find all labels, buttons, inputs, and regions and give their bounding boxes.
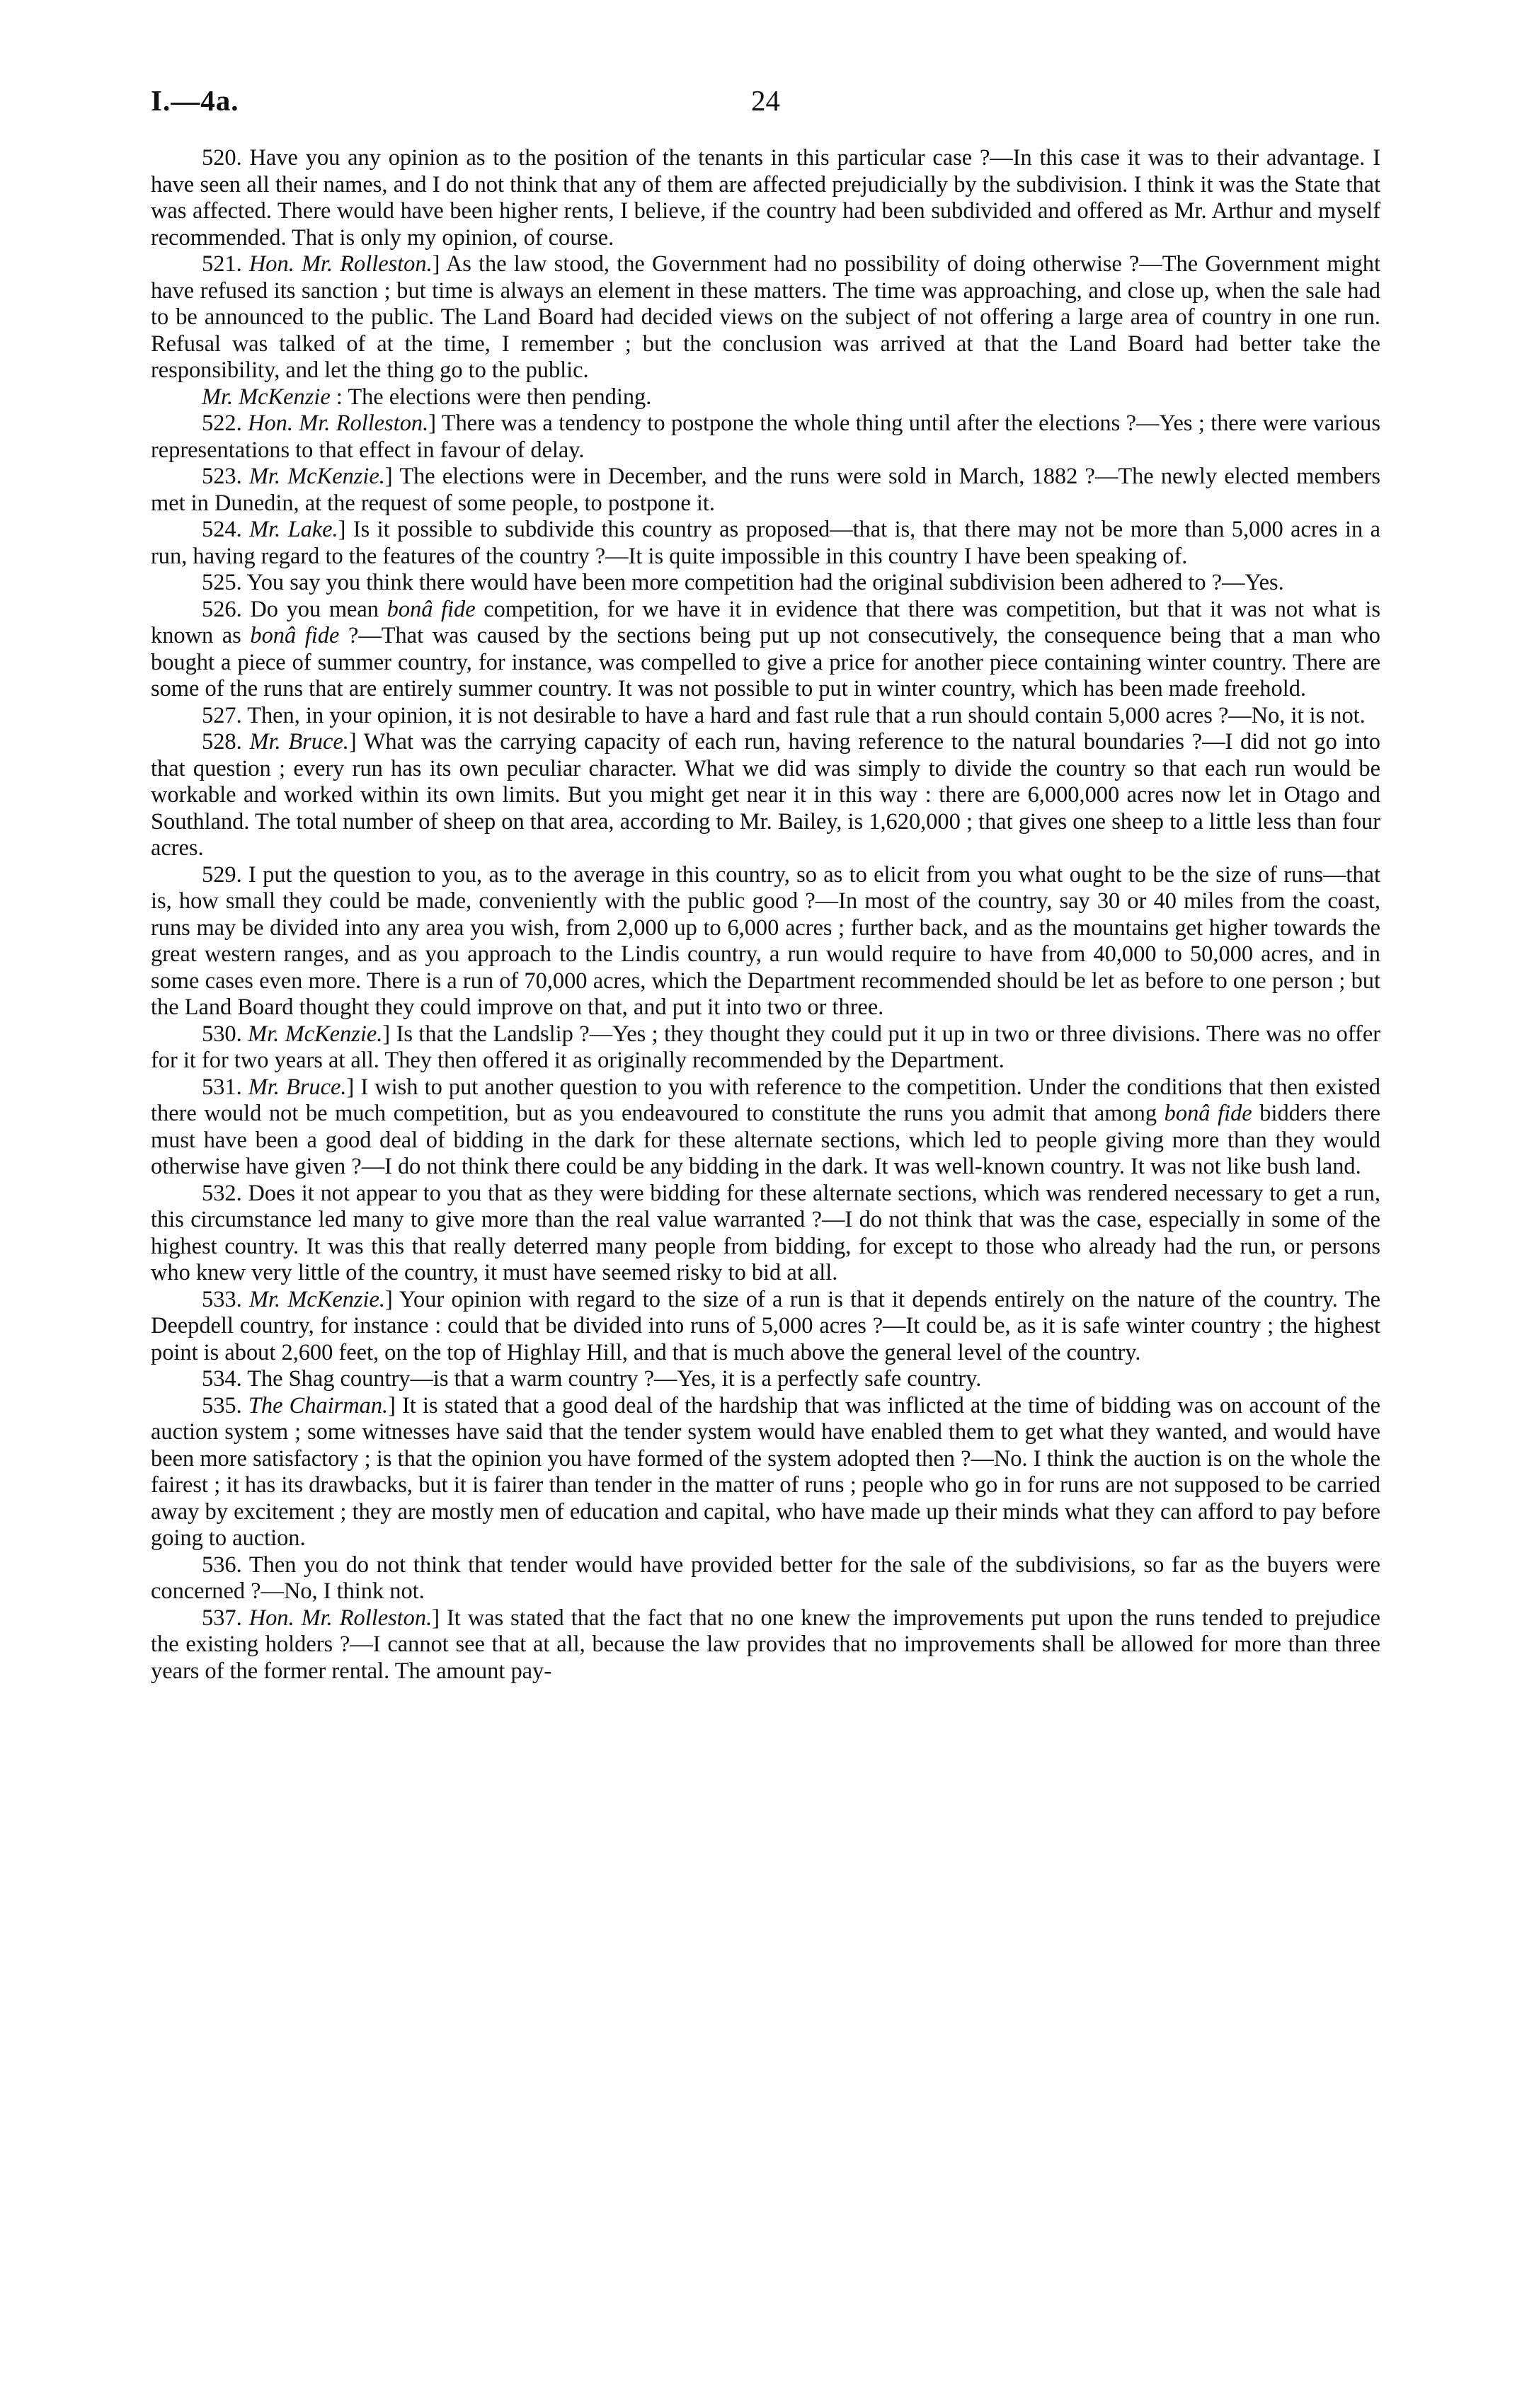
question-527: 527. Then, in your opinion, it is not desirable to have a hard and fast rule that a run should contain 5,000 acres ?—No, it is not. [202,702,1366,728]
question-535: 535. The Chairman.] It is stated that a good deal of the hardship that was inflicted at the time of bidding was on account of the auction system ; some witnesses have said that the tender system would have enabled them to get what they wanted, and would have been more satisfactory ; is that the opinion you have formed of the system adopted then ?—No. I think the auction is on the whole the fairest ; it has its drawbacks, but it is fairer than tender in the matter of runs ; people who go in for runs are not supposed to be carried away by excitement ; they are mostly men of education and capital, who have made up their minds what they can afford to pay before going to auction. [151,1392,1381,1551]
question-520: 520. Have you any opinion as to the position of the tenants in this particular case ?—In this case it was to their advantage. I have seen all their names, and I do not think that any of them are affected prejudicially by the subdivision. I think it was the State that was affected. There would have been higher rents, I believe, if the country had been subdivided and offered as Mr. Arthur and myself recommended. That is only my opinion, of course. [151,145,1380,251]
question-530: 530. Mr. McKenzie.] Is that the Landslip ?—Yes ; they thought they could put it up in two or three divisions. There was no offer for it for two years at all. They then offered it as originally recommended by the Department. [151,1021,1380,1073]
question-531: 531. Mr. Bruce.] I wish to put another question to you with reference to the competition. Under the conditions that then existed there would not be much competition, but as you endeavoured to constitute the runs you admit that among bonâ fide bidders there must have been a good deal of bidding in the dark for these alternate sections, which led to people giving more than they would otherwise have given ?—I do not think there could be any bidding in the dark. It was well-known country. It was not like bush land. [151,1074,1380,1179]
question-529: 529. I put the question to you, as to the average in this country, so as to elicit from you what ought to be the size of runs—that is, how small they could be made, conveniently with the public good ?—In most of the country, say 30 or 40 miles from the coast, runs may be divided into any area you wish, from 2,000 up to 6,000 acres ; further back, and as the mountains get higher towards the great western ranges, and as you approach to the Lindis country, a run would require to have from 40,000 to 50,000 acres, and in some cases even more. There is a run of 70,000 acres, which the Department recommended should be let as before to one person ; but the Land Board thought they could improve on that, and put it into two or three. [151,861,1380,1020]
interjection-mckenzie: Mr. McKenzie : The elections were then pending. [202,384,652,410]
question-525: 525. You say you think there would have been more competition had the original subdivision been adhered to ?—Yes. [202,570,1284,595]
report-reference: I.—4a. [151,84,239,117]
evidence-text [151,145,1380,1685]
page-number: 24 [751,84,780,117]
question-526: 526. Do you mean bonâ fide competition, for we have it in evidence that there was competition, but that it was not what is known as bonâ fide ?—That was caused by the sections being put up not consecutively, the consequence being that a man who bought a piece of summer country, for instance, was compelled to give a price for another piece containing winter country. There are some of the runs that are entirely summer country. It was not possible to put in winter country, which has been made freehold. [151,596,1380,701]
question-521: 521. Hon. Mr. Rolleston.] As the law stood, the Government had no possibility of doing otherwise ?—The Government might have refused its sanction ; but time is always an element in these matters. The time was approaching, and close up, when the sale had to be announced to the public. The Land Board had decided views on the subject of not offering a large area of country in one run. Refusal was talked of at the time, I remember ; but the conclusion was arrived at that the Land Board had better take the responsibility, and let the thing go to the public. [151,251,1380,383]
question-532: 532. Does it not appear to you that as they were bidding for these alternate sections, which was rendered necessary to get a run, this circumstance led many to give more than the real value warranted ?—I do not think that was the case, especially in some of the highest country. It was this that really deterred many people from bidding, for except to those who already had the run, or persons who knew very little of the country, it must have seemed risky to bid at all. [151,1180,1380,1285]
question-523: 523. Mr. McKenzie.] The elections were in December, and the runs were sold in March, 1882 ?—The newly elected members met in Dunedin, at the request of some people, to postpone it. [151,464,1380,516]
page-header [151,84,1380,126]
question-522: 522. Hon. Mr. Rolleston.] There was a tendency to postpone the whole thing until after the elections ?—Yes ; there were various representations to that effect in favour of delay. [151,411,1380,463]
question-534: 534. The Shag country—is that a warm country ?—Yes, it is a perfectly safe country. [202,1366,982,1392]
question-528: 528. Mr. Bruce.] What was the carrying capacity of each run, having reference to the natural boundaries ?—I did not go into that question ; every run has its own peculiar character. What we did was simply to divide the country so that each run would be workable and worked within its own limits. But you might get near it in this way : there are 6,000,000 acres now let in Otago and Southland. The total number of sheep on that area, according to Mr. Bailey, is 1,620,000 ; that gives one sheep to a little less than four acres. [151,729,1380,861]
question-533: 533. Mr. McKenzie.] Your opinion with regard to the size of a run is that it depends entirely on the nature of the country. The Deepdell country, for instance : could that be divided into runs of 5,000 acres ?—It could be, as it is safe winter country ; the highest point is about 2,600 feet, on the top of Highlay Hill, and that is much above the general level of the country. [151,1286,1380,1365]
question-524: 524. Mr. Lake.] Is it possible to subdivide this country as proposed—that is, that there may not be more than 5,000 acres in a run, having regard to the features of the country ?—It is quite impossible in this country I have been speaking of. [151,517,1380,569]
question-537: 537. Hon. Mr. Rolleston.] It was stated that the fact that no one knew the improvements put upon the runs tended to prejudice the existing holders ?—I cannot see that at all, because the law provides that no improvements shall be allowed for more than three years of the former rental. The amount pay- [151,1605,1381,1684]
question-536: 536. Then you do not think that tender would have provided better for the sale of the subdivisions, so far as the buyers were concerned ?—No, I think not. [151,1552,1381,1604]
